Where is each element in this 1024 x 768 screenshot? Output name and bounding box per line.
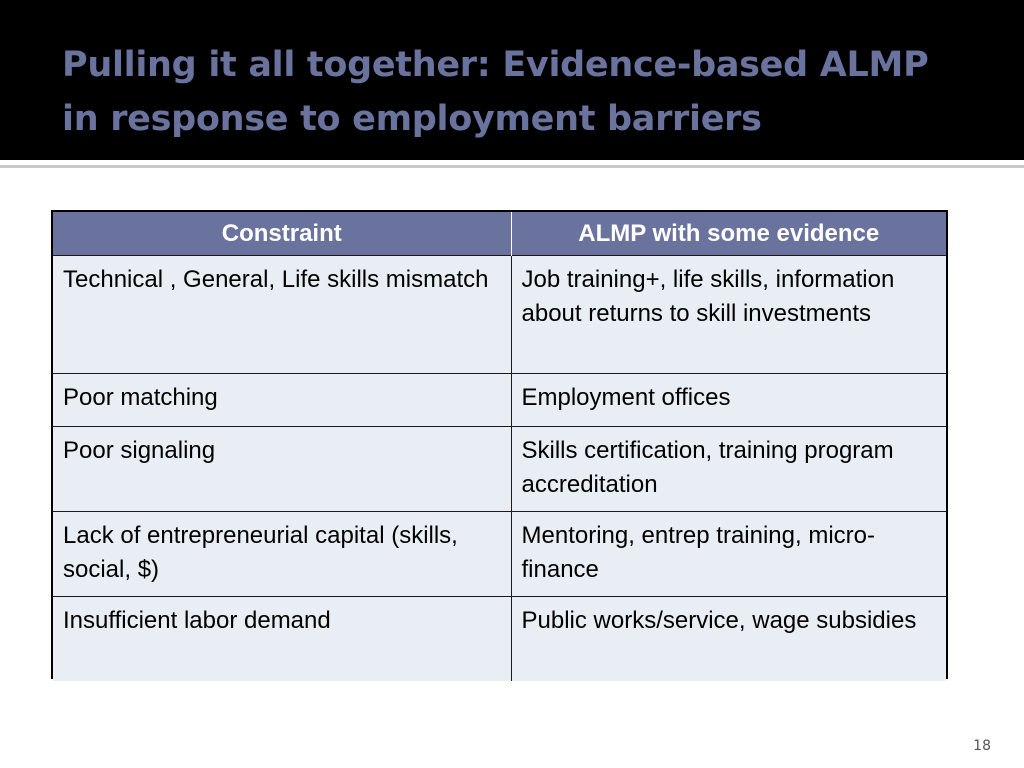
almp-cell: Mentoring, entrep training, micro-finance: [511, 512, 946, 597]
table-row: [53, 427, 946, 512]
almp-table: [53, 212, 946, 681]
title-bar: [0, 0, 1024, 160]
almp-cell: Skills certification, training program accreditation: [511, 427, 946, 512]
header-constraint: Constraint: [53, 212, 511, 256]
slide-title-line-1: Pulling it all together: Evidence-based ALMP: [62, 45, 929, 85]
table-row: [53, 374, 946, 427]
constraint-cell: Technical , General, Life skills mismatch: [53, 256, 511, 374]
constraint-cell: Insufficient labor demand: [53, 597, 511, 682]
constraint-cell: Lack of entrepreneurial capital (skills, social, $): [53, 512, 511, 597]
table-row: [53, 256, 946, 374]
almp-cell: Public works/service, wage subsidies: [511, 597, 946, 682]
table-header-row: [53, 212, 946, 256]
almp-table-container: [51, 210, 948, 679]
table-row: [53, 597, 946, 682]
header-almp-evidence: ALMP with some evidence: [511, 212, 946, 256]
table-row: [53, 512, 946, 597]
title-divider: [0, 165, 1024, 168]
almp-cell: Job training+, life skills, information about returns to skill investments: [511, 256, 946, 374]
slide-title-line-2: in response to employment barriers: [62, 99, 762, 139]
almp-cell: Employment offices: [511, 374, 946, 427]
page-number: 18: [973, 738, 991, 754]
constraint-cell: Poor matching: [53, 374, 511, 427]
slide-title: [62, 38, 1002, 146]
constraint-cell: Poor signaling: [53, 427, 511, 512]
